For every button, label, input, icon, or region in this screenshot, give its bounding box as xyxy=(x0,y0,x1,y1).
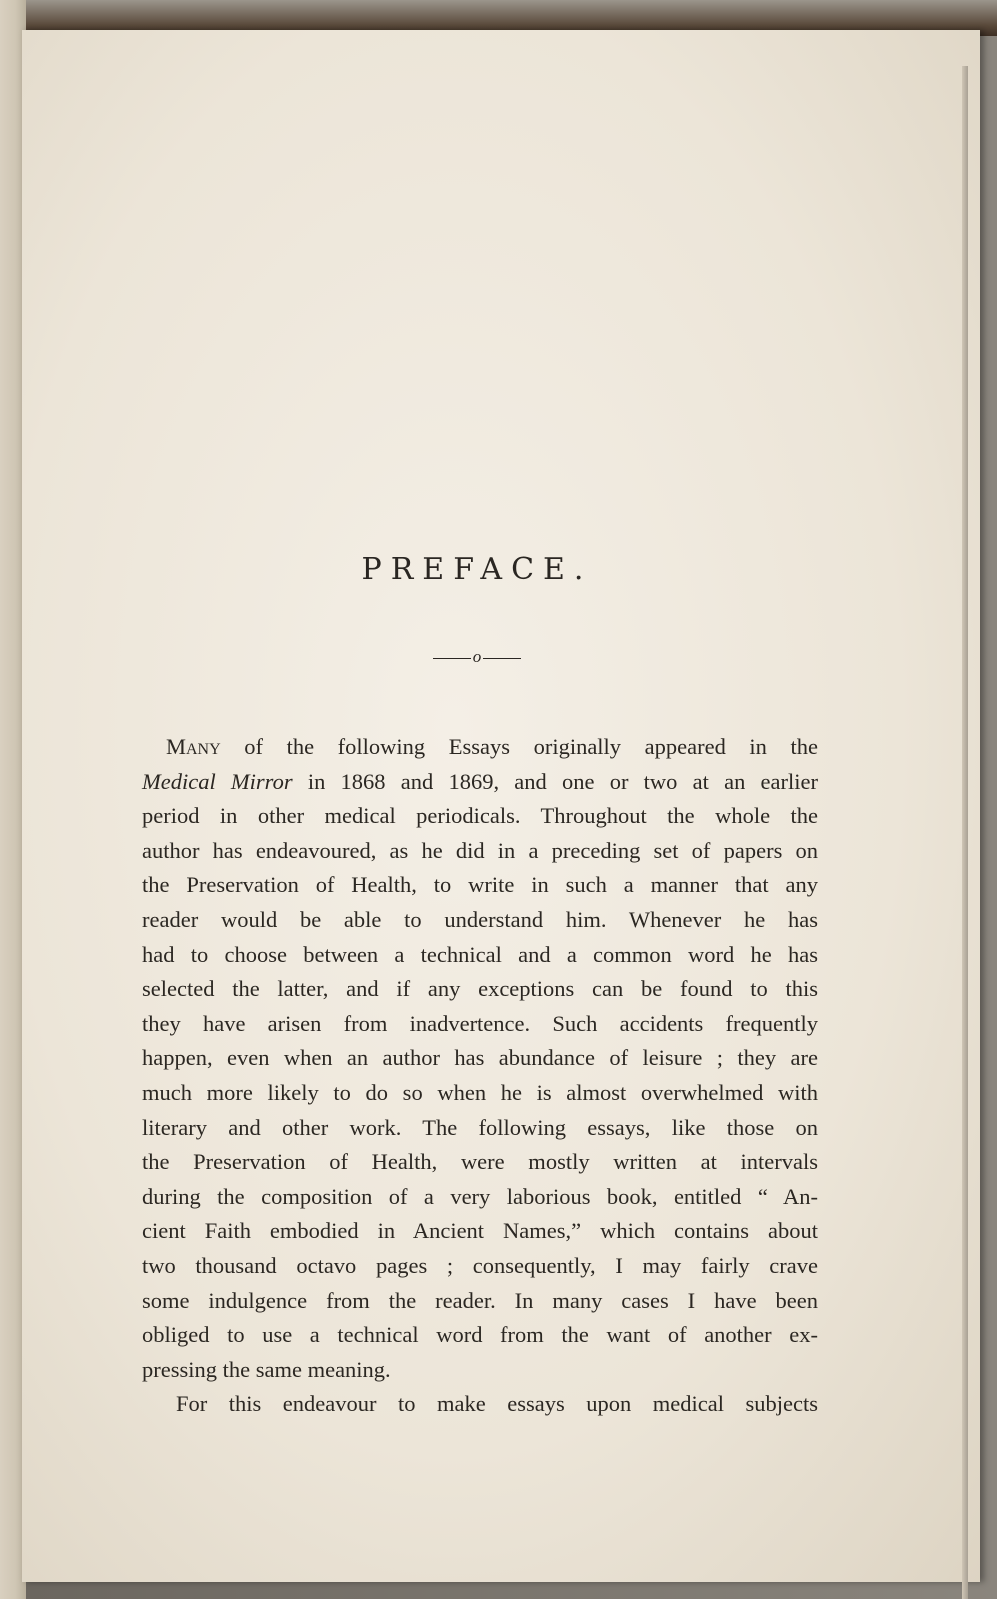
text-line: author has endeavoured, as he did in a preceding set of papers on xyxy=(142,837,818,863)
text-line: cient Faith embodied in Ancient Names,” which contains about xyxy=(142,1218,818,1244)
text-line: pressing the same meaning. xyxy=(142,1356,391,1382)
text-line: Many of the following Essays originally appeared in the xyxy=(166,734,818,759)
text-line: happen, even when an author has abundance of leisure ; they are xyxy=(142,1045,818,1071)
text-line: during the composition of a very laborious book, entitled “ An- xyxy=(142,1183,818,1209)
title-ornament xyxy=(22,647,932,667)
text-line: the Preservation of Health, to write in such a manner that any xyxy=(142,872,818,898)
text-line: Medical Mirror in 1868 and 1869, and one or two at an earlier xyxy=(142,768,818,794)
text-line: reader would be able to understand him. Whenever he has xyxy=(142,906,818,932)
book-page xyxy=(22,30,980,1582)
text-line: two thousand octavo pages ; consequently, I may fairly crave xyxy=(142,1252,818,1278)
text-line: the Preservation of Health, were mostly written at intervals xyxy=(142,1149,818,1175)
text-line: period in other medical periodicals. Throughout the whole the xyxy=(142,803,818,829)
text-line: had to choose between a technical and a common word he has xyxy=(142,941,818,967)
text-line: selected the latter, and if any exceptions can be found to this xyxy=(142,976,818,1002)
text-line: For this endeavour to make essays upon medical subjects xyxy=(176,1391,818,1417)
text-line: they have arisen from inadvertence. Such accidents frequently xyxy=(142,1010,818,1036)
text-line: some indulgence from the reader. In many cases I have been xyxy=(142,1287,818,1313)
text-line: literary and other work. The following essays, like those on xyxy=(142,1114,818,1140)
text-line: much more likely to do so when he is almost overwhelmed with xyxy=(142,1079,818,1105)
text-line: obliged to use a technical word from the want of another ex- xyxy=(142,1322,818,1348)
page-title: PREFACE. xyxy=(361,552,593,587)
lead-word: Many xyxy=(166,734,221,759)
ornament-glyph: o xyxy=(472,647,482,666)
page-fore-edge xyxy=(962,66,968,1599)
journal-title: Medical Mirror xyxy=(142,768,293,794)
body-text xyxy=(142,730,818,1422)
